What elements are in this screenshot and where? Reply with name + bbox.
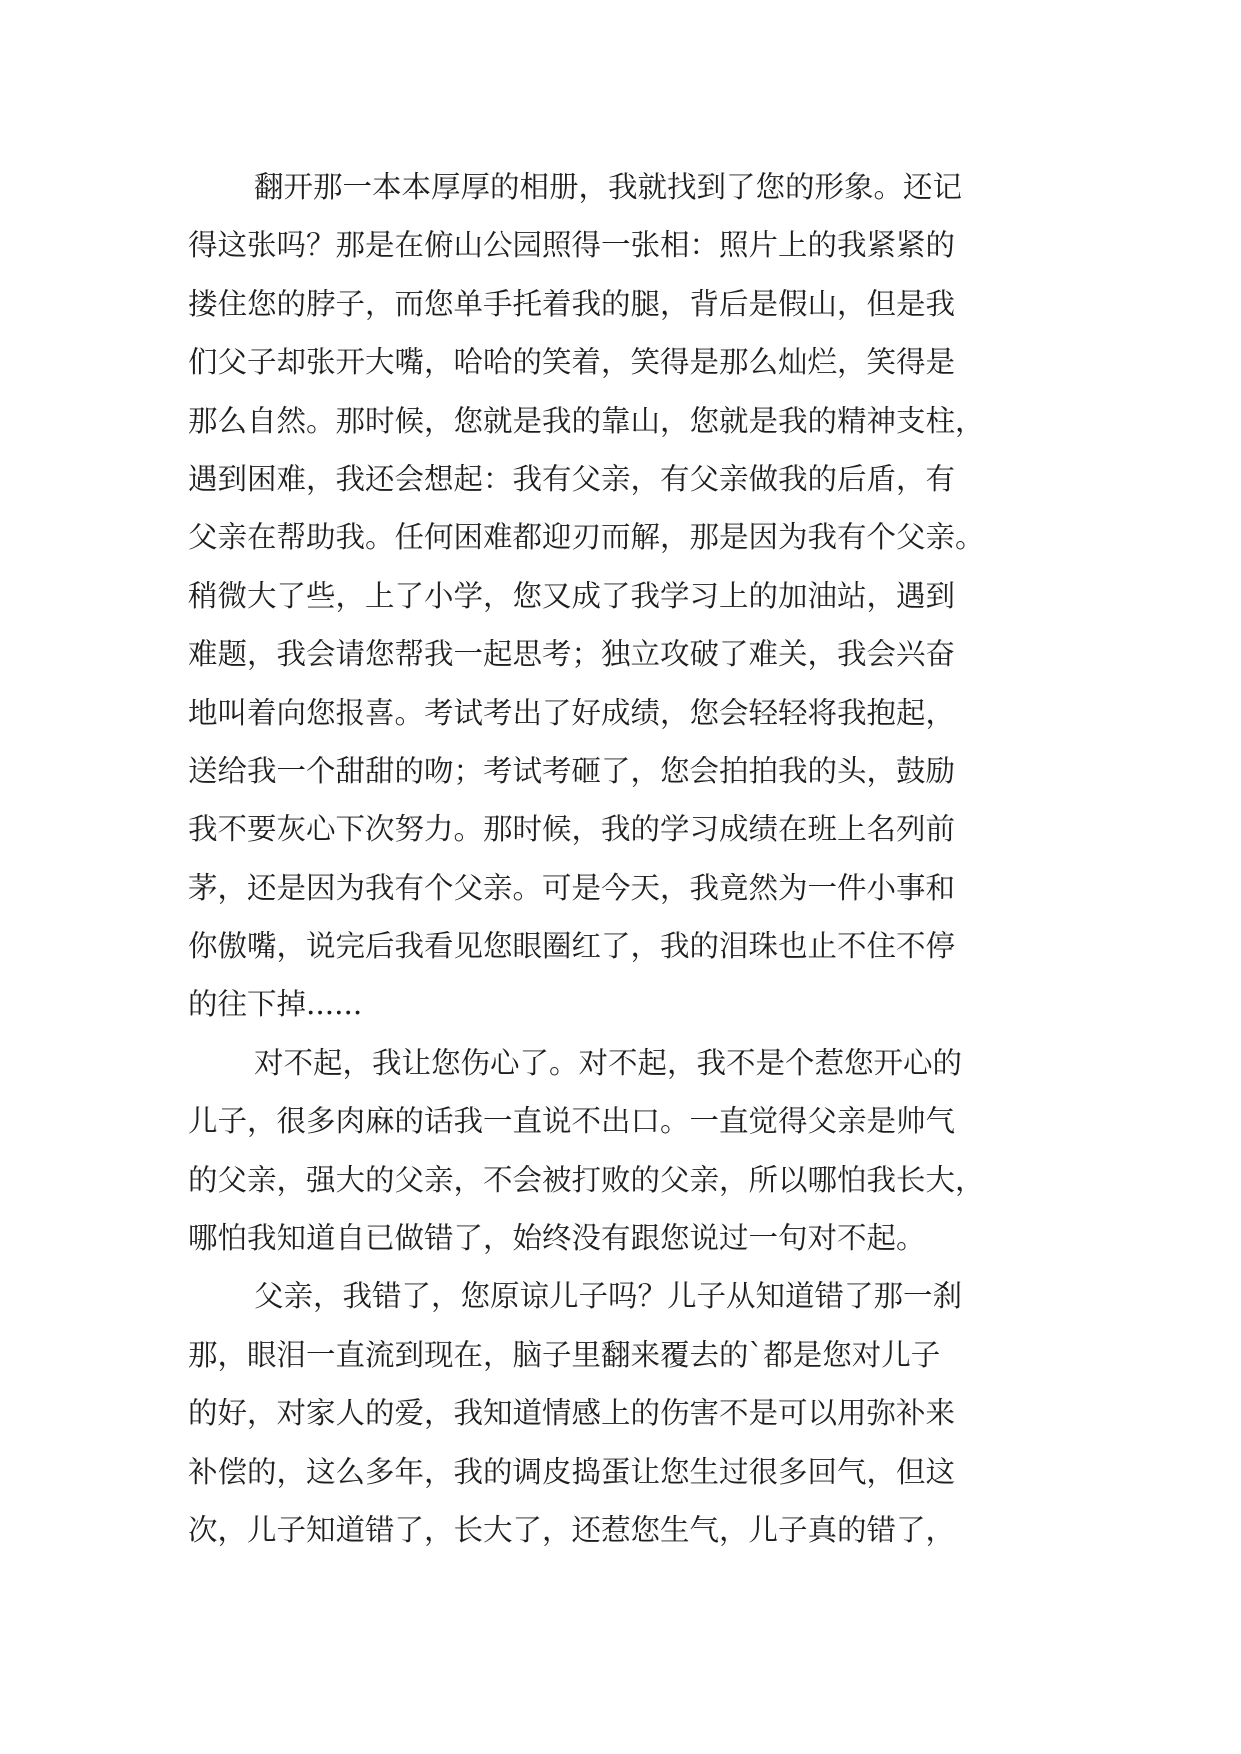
text-line: 得这张吗？那是在俯山公园照得一张相：照片上的我紧紧的 <box>188 228 956 263</box>
text-line: 送给我一个甜甜的吻；考试考砸了，您会拍拍我的头，鼓励 <box>188 753 956 788</box>
text-line: 对不起，我让您伤心了。对不起，我不是个惹您开心的 <box>254 1045 963 1080</box>
text-line: 父亲在帮助我。任何困难都迎刃而解，那是因为我有个父亲。 <box>188 520 985 555</box>
text-line: 的父亲，强大的父亲，不会被打败的父亲，所以哪怕我长大， <box>188 1162 985 1197</box>
paragraph-2 <box>188 1034 1068 1268</box>
text-line: 难题，我会请您帮我一起思考；独立攻破了难关，我会兴奋 <box>188 637 956 672</box>
text-line: 茅，还是因为我有个父亲。可是今天，我竟然为一件小事和 <box>188 870 956 905</box>
text-line: 搂住您的脖子，而您单手托着我的腿，背后是假山，但是我 <box>188 286 956 321</box>
text-line: 地叫着向您报喜。考试考出了好成绩，您会轻轻将我抱起， <box>188 695 956 730</box>
text-line: 你傲嘴，说完后我看见您眼圈红了，我的泪珠也止不住不停 <box>188 929 956 964</box>
text-line: 的好，对家人的爱，我知道情感上的伤害不是可以用弥补来 <box>188 1396 956 1431</box>
text-line: 遇到困难，我还会想起：我有父亲，有父亲做我的后盾，有 <box>188 461 956 496</box>
text-line: 补偿的，这么多年，我的调皮捣蛋让您生过很多回气，但这 <box>188 1454 956 1489</box>
paragraph-1 <box>188 158 1068 1034</box>
text-line: 稍微大了些，上了小学，您又成了我学习上的加油站，遇到 <box>188 578 956 613</box>
text-line: 儿子，很多肉麻的话我一直说不出口。一直觉得父亲是帅气 <box>188 1104 956 1139</box>
text-line: 父亲，我错了，您原谅儿子吗？儿子从知道错了那一刹 <box>254 1279 963 1314</box>
text-line: 哪怕我知道自已做错了，始终没有跟您说过一句对不起。 <box>188 1221 926 1256</box>
essay-body <box>188 158 1068 1559</box>
text-line: 的往下掉...... <box>188 987 363 1022</box>
text-line: 次，儿子知道错了，长大了，还惹您生气，儿子真的错了， <box>188 1512 956 1547</box>
paragraph-3 <box>188 1267 1068 1559</box>
text-line: 那么自然。那时候，您就是我的靠山，您就是我的精神支柱， <box>188 403 985 438</box>
text-line: 那，眼泪一直流到现在，脑子里翻来覆去的`都是您对儿子 <box>188 1337 941 1372</box>
text-line: 们父子却张开大嘴，哈哈的笑着，笑得是那么灿烂，笑得是 <box>188 345 956 380</box>
text-line: 我不要灰心下次努力。那时候，我的学习成绩在班上名列前 <box>188 812 956 847</box>
text-line: 翻开那一本本厚厚的相册，我就找到了您的形象。还记 <box>254 170 963 204</box>
